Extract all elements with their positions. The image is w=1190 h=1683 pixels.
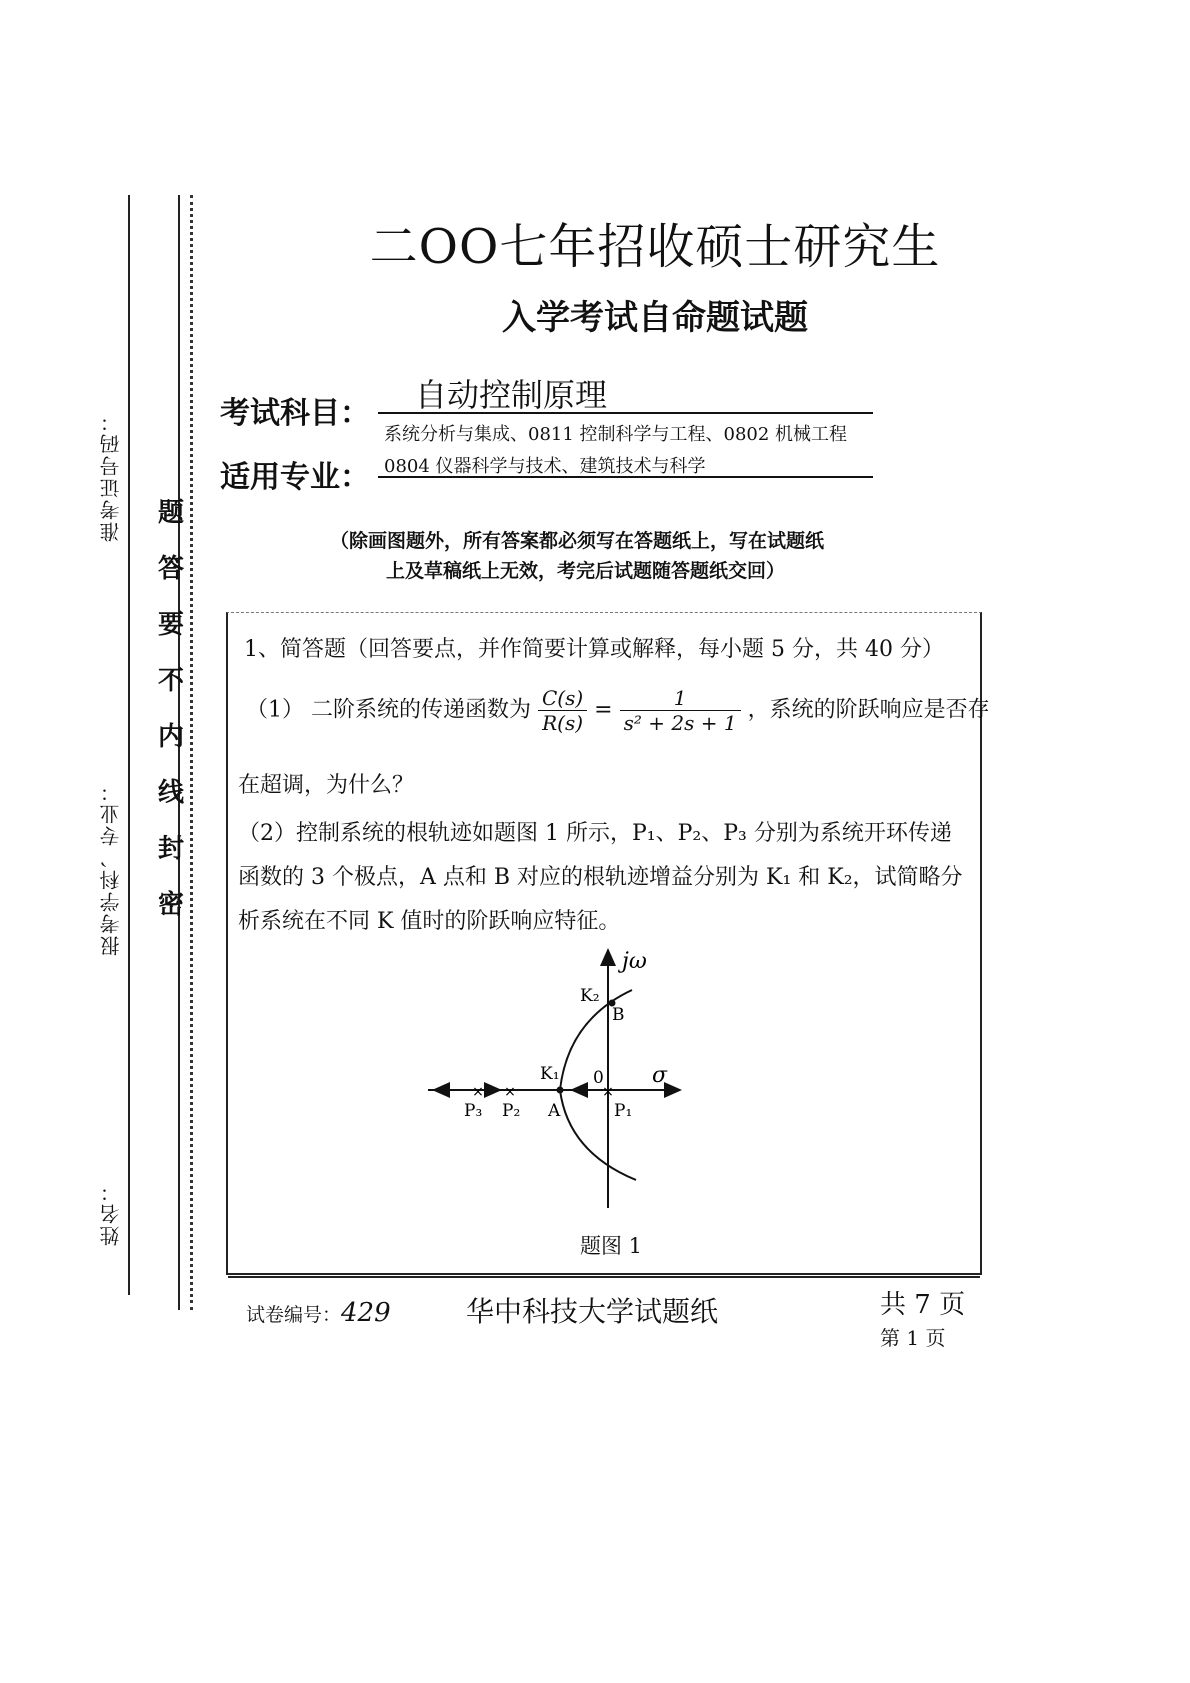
name-label: 姓名： [99,1180,123,1246]
subject-underline [378,412,873,414]
p1-label: P₁ [614,1101,633,1121]
seal-char: 不 [158,666,185,696]
k2-label: K₂ [580,986,600,1006]
seal-char: 题 [158,498,185,528]
major-label: 适用专业： [220,460,370,495]
subject-label: 考试科目： [220,396,370,431]
major-line-1: 系统分析与集成、0811 控制科学与工程、0802 机械工程 [384,424,848,445]
pole-p1-marker: × [602,1084,614,1100]
seal-char: 线 [158,778,185,808]
seal-char: 密 [158,890,185,920]
seal-char: 内 [158,722,185,752]
equals-sign: = [594,697,613,723]
question-2-line-2: 函数的 3 个极点，A 点和 B 对应的根轨迹增益分别为 K₁ 和 K₂，试简略分 [238,865,963,890]
major-line-2: 0804 仪器科学与技术、建筑技术与科学 [384,456,706,477]
question-2-line-3: 析系统在不同 K 值时的阶跃响应特征。 [238,909,621,934]
total-pages: 共 7 页 [880,1290,966,1320]
sigma-label: σ [652,1063,668,1088]
paper-number-value: 429 [341,1298,391,1328]
pole-p2-marker: × [504,1084,516,1100]
question-1-suffix: ，系统的阶跃响应是否存 [747,697,990,723]
binding-rule-left [128,195,130,1295]
seal-char: 答 [158,554,185,584]
lhs-numerator: C(s) [538,686,587,711]
seal-char: 要 [158,610,185,640]
p3-label: P₃ [464,1101,483,1121]
university-name: 华中科技大学试题纸 [466,1295,719,1328]
transfer-function-lhs [538,686,587,735]
current-page: 第 1 页 [880,1326,946,1350]
jw-label: jω [622,949,647,974]
origin-label: 0 [593,1068,604,1088]
p2-label: P₂ [502,1101,521,1121]
question-1-line-2: 在超调，为什么？ [238,773,415,798]
binding-rule-dotted [190,195,193,1310]
footer-rule [228,1276,980,1278]
question-2-line-1: （2）控制系统的根轨迹如题图 1 所示，P₁、P₂、P₃ 分别为系统开环传递 [238,821,952,846]
paper-number [246,1298,391,1328]
a-label: A [548,1101,561,1121]
question-heading: 1、简答题（回答要点，并作简要计算或解释，每小题 5 分，共 40 分） [244,637,944,662]
pole-p3-marker: × [472,1084,484,1100]
question-1-prefix: （1） 二阶系统的传递函数为 [246,697,531,723]
lhs-denominator: R(s) [542,711,584,735]
subject-value: 自动控制原理 [415,376,608,414]
notice-line-1: （除画图题外，所有答案都必须写在答题纸上，写在试题纸 [330,530,825,552]
point-a-dot [557,1087,564,1094]
notice-line-2: 上及草稿纸上无效，考完后试题随答题纸交回） [386,560,786,582]
rhs-denominator: s² + 2s + 1 [623,711,737,735]
major-label: 报考学科、专业： [99,780,123,956]
seal-char: 封 [158,834,185,864]
paper-number-label: 试卷编号： [246,1304,342,1326]
root-locus-figure [400,940,720,1230]
rhs-numerator: 1 [620,686,741,711]
b-label: B [612,1005,625,1025]
transfer-function-rhs [620,686,741,735]
major-underline [378,476,873,478]
admission-number-label: 准考证号码： [99,410,123,542]
page-title: 二OO七年招收硕士研究生 [369,219,941,275]
page-subtitle: 入学考试自命题试题 [502,298,808,338]
question-1-line-1 [246,686,990,735]
figure-caption: 题图 1 [580,1234,643,1258]
k1-label: K₁ [540,1064,560,1084]
